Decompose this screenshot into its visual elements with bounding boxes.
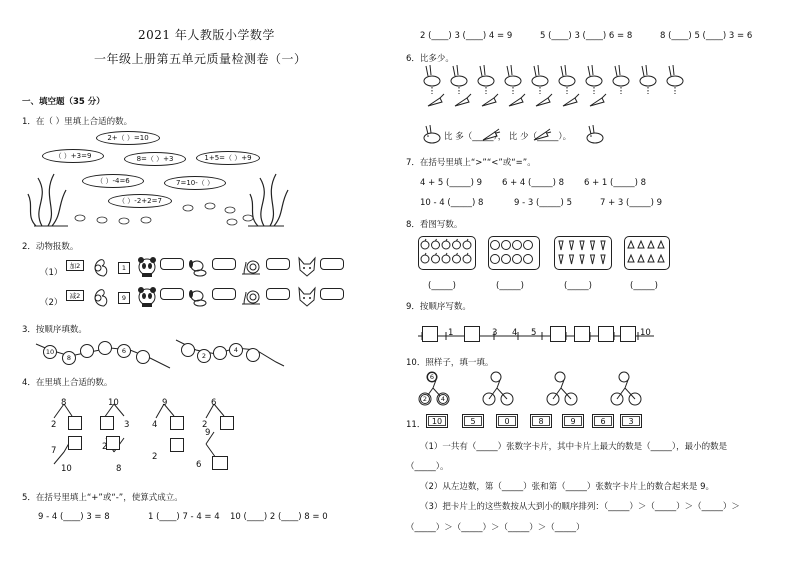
bike-top-number: 6 (427, 372, 437, 382)
q1-bubble: （ ）+3=9 (42, 149, 104, 163)
chain-bead: 10 (43, 345, 57, 359)
q10-prompt: 10．照样子，填一填。 (406, 358, 494, 368)
q9-answer-box[interactable] (422, 326, 438, 342)
q8-answer[interactable]: (_____) (428, 281, 456, 291)
q8-panel-carrots (554, 236, 612, 270)
q4-prompt: 4．在里填上合适的数。 (22, 378, 113, 388)
q1-bubble: （ ）-2+2=7 (108, 194, 172, 208)
apple-icon (421, 239, 429, 249)
chain-bead[interactable] (80, 344, 94, 358)
carrot-icon (591, 255, 595, 264)
tree-left: 4 (152, 420, 158, 430)
answer-bubble[interactable] (320, 288, 344, 300)
chain-bead: 2 (197, 349, 211, 363)
answer-bubble[interactable] (160, 258, 184, 270)
rabbit-icon (532, 65, 548, 94)
tree-top: 9 (205, 428, 211, 438)
tree-left: 7 (51, 446, 57, 456)
q8-panel-apples (418, 236, 476, 270)
cyclist-icon (611, 372, 641, 405)
q5-expr: 5 (____) 3 (____) 6 = 8 (540, 31, 633, 41)
q9-label: 5 (531, 328, 537, 338)
rabbit-icon (586, 65, 602, 94)
q5-expr: 2 (____) 3 (____) 4 = 9 (420, 31, 513, 41)
fox-icon (296, 286, 318, 308)
q10-bikes-icon (420, 370, 660, 410)
carrot-icon (590, 94, 606, 106)
peach-icon (502, 241, 511, 250)
carrot-icon (455, 94, 471, 106)
q5-prompt: 5．在括号里填上“+”或“-”，使算式成立。 (22, 493, 183, 503)
q2-row2-label: （2） (40, 298, 63, 308)
carrot-icon (601, 241, 605, 250)
tree-bottom: 10 (61, 464, 72, 474)
q9-label: 4 (512, 328, 518, 338)
q9-label: 10 (640, 328, 651, 338)
carrot-icon (559, 255, 563, 264)
tree-top: 10 (108, 398, 119, 408)
tree-left: 6 (196, 460, 202, 470)
q1-prompt: 1．在（ ）里填上合适的数。 (22, 117, 133, 127)
tree-answer-box[interactable] (68, 416, 82, 430)
apple-icon (421, 253, 429, 263)
q11-sub1: （1）一共有（_____）张数字卡片，其中卡片上最大的数是（_____），最小的数是 (420, 442, 728, 452)
rabbit-icon (613, 65, 629, 94)
carrot-icon (536, 94, 552, 106)
q7-prompt: 7．在括号里填上“>”“<”或“=”。 (406, 158, 536, 168)
q9-prompt: 9．按顺序写数。 (406, 302, 471, 312)
carrot-icon (482, 94, 498, 106)
answer-bubble[interactable] (212, 258, 236, 270)
answer-bubble[interactable] (266, 258, 290, 270)
tree-top: 6 (211, 398, 217, 408)
q2-row1-label: （1） (40, 268, 63, 278)
chain-bead: 8 (62, 351, 76, 365)
q5-expr: 8 (____) 5 (____) 3 = 6 (660, 31, 753, 41)
cyclist-icon (547, 372, 577, 405)
snail-icon (240, 256, 262, 278)
q7-expr: 10 - 4 (_____) 8 (420, 198, 484, 208)
section-heading: 一、填空题（35 分） (22, 97, 105, 107)
q1-bubble: 2+（ ）=10 (96, 131, 160, 145)
peach-icon (513, 255, 522, 264)
chain-bead[interactable] (136, 350, 150, 364)
q11-sub2: （2）从左边数，第（_____）张和第（_____）张数字卡片上的数合起来是 9。 (420, 482, 715, 492)
panda-icon (136, 256, 158, 278)
dog-icon (186, 256, 208, 278)
apple-icon (463, 239, 471, 249)
q8-panel-birds (624, 236, 670, 270)
q5-expr: 9 - 4 (____) 3 = 8 (38, 512, 110, 522)
tree-answer-box[interactable] (100, 416, 114, 430)
peach-icon (502, 255, 511, 264)
q9-answer-box[interactable] (598, 326, 614, 342)
q8-panel-peaches (488, 236, 540, 270)
cyclist-icon (483, 372, 513, 405)
q3-prompt: 3．按顺序填数。 (22, 325, 87, 335)
tree-left: 2 (202, 420, 208, 430)
carrot-icon (580, 241, 584, 250)
q1-bubble: （ ）-4=6 (82, 174, 144, 188)
q9-label: 3 (492, 328, 498, 338)
number-card: 0 (496, 414, 518, 428)
q7-expr: 6 + 1 (_____) 8 (584, 178, 647, 188)
carrot-icon (559, 241, 563, 250)
number-card: 3 (620, 414, 642, 428)
rabbit-icon (478, 65, 494, 94)
tree-left: 2 (102, 442, 108, 452)
panda-icon (136, 286, 158, 308)
bird-icon (658, 255, 664, 262)
q9-answer-box[interactable] (464, 326, 480, 342)
bird-icon (638, 255, 644, 262)
q9-answer-box[interactable] (550, 326, 566, 342)
number-card: 6 (592, 414, 614, 428)
bike-left-number: 2 (420, 394, 430, 404)
q8-answer[interactable]: (_____) (496, 281, 524, 291)
tree-answer-box[interactable] (68, 436, 82, 450)
apple-icon (432, 253, 440, 263)
q11-sub3: （3）把卡片上的这些数按从大到小的顺序排列：（_____）＞（_____）＞（_____）＞ (420, 502, 740, 512)
peach-icon (513, 241, 522, 250)
seaweed-left-icon (22, 168, 72, 228)
rabbit-icon (451, 65, 467, 94)
q2-row1-op: 加2 (66, 260, 84, 271)
carrot-icon (509, 94, 525, 106)
q9-label: 1 (448, 328, 454, 338)
tree-answer-box[interactable] (106, 436, 120, 450)
apple-icon (453, 253, 461, 263)
squirrel-icon (90, 286, 112, 308)
carrot-icon (563, 94, 579, 106)
carrot-icon (570, 241, 574, 250)
tree-top: 8 (61, 398, 67, 408)
answer-bubble[interactable] (266, 288, 290, 300)
q6-prompt: 6．比多少。 (406, 54, 454, 64)
rabbit-icon (667, 65, 683, 94)
q8-answer[interactable]: (_____) (564, 281, 592, 291)
q2-row2-start: 9 (118, 292, 130, 304)
bird-icon (628, 241, 634, 248)
number-card: 9 (562, 414, 584, 428)
bike-right-number: 4 (438, 394, 448, 404)
tree-left: 2 (51, 420, 57, 430)
bird-icon (658, 241, 664, 248)
q9-answer-box[interactable] (574, 326, 590, 342)
q1-bubble: 7=10-（ ） (164, 176, 226, 190)
peach-icon (524, 241, 533, 250)
chain-bead[interactable] (213, 346, 227, 360)
apple-icon (463, 253, 471, 263)
rabbit-icon (640, 65, 656, 94)
apple-icon (432, 239, 440, 249)
q1-bubble: 1+5=（ ）+9 (196, 151, 260, 165)
pebbles-icon (72, 196, 282, 226)
carrot-icon (591, 241, 595, 250)
q6-compare: 比 多（_____）， 比 少（_____）。 (444, 132, 572, 142)
q11-sub1b: （_____）。 (406, 462, 449, 472)
carrot-row-icon (422, 92, 622, 110)
carrot-icon (570, 255, 574, 264)
rabbit-icon (420, 124, 444, 144)
apple-icon (453, 239, 461, 249)
dog-icon (186, 286, 208, 308)
rabbit-icon (424, 65, 440, 94)
q2-prompt: 2．动物报数。 (22, 242, 79, 252)
tree-answer-box[interactable] (170, 438, 184, 452)
page-title: 2021 年人教版小学数学 (138, 28, 275, 42)
rabbit-icon (505, 65, 521, 94)
q7-expr: 4 + 5 (_____) 9 (420, 178, 483, 188)
tree-top: 9 (162, 398, 168, 408)
bird-icon (648, 241, 654, 248)
snail-icon (240, 286, 262, 308)
carrot-icon (428, 94, 444, 106)
q7-expr: 9 - 3 (_____) 5 (514, 198, 572, 208)
q11-sub3b: （_____）＞（_____）＞（_____）＞（_____） (406, 523, 585, 533)
chain-bead[interactable] (246, 348, 260, 362)
apple-icon (442, 239, 450, 249)
q9-answer-box[interactable] (620, 326, 636, 342)
chain-bead[interactable] (98, 341, 112, 355)
q7-expr: 7 + 3 (_____) 9 (600, 198, 663, 208)
q8-answer[interactable]: (_____) (630, 281, 658, 291)
number-card: 8 (530, 414, 552, 428)
q2-row1-start: 1 (118, 262, 130, 274)
q2-row2-op: 减2 (66, 290, 84, 301)
rabbit-icon (583, 124, 607, 144)
bird-icon (648, 255, 654, 262)
rabbit-icon (559, 65, 575, 94)
answer-bubble[interactable] (160, 288, 184, 300)
tree-answer-box[interactable] (220, 416, 234, 430)
fox-icon (296, 256, 318, 278)
bird-icon (638, 241, 644, 248)
tree-right: 3 (124, 420, 130, 430)
tree-left: 2 (152, 452, 158, 462)
number-card: 5 (462, 414, 484, 428)
q11-prompt: 11． (406, 420, 426, 430)
tree-answer-box[interactable] (212, 456, 228, 470)
apple-icon (442, 253, 450, 263)
q1-bubble: 8=（ ）+3 (124, 152, 186, 166)
page-subtitle: 一年级上册第五单元质量检测卷（一） (94, 52, 307, 66)
answer-bubble[interactable] (320, 258, 344, 270)
squirrel-icon (90, 256, 112, 278)
peach-icon (491, 255, 500, 264)
q8-prompt: 8．看图写数。 (406, 220, 463, 230)
tree-bottom: 8 (116, 464, 122, 474)
q7-expr: 6 + 4 (_____) 8 (502, 178, 565, 188)
q5-expr: 1 (____) 7 - 4 = 4 (148, 512, 220, 522)
tree-answer-box[interactable] (170, 416, 184, 430)
carrot-icon (601, 255, 605, 264)
chain-bead[interactable] (181, 343, 195, 357)
peach-icon (524, 255, 533, 264)
answer-bubble[interactable] (212, 288, 236, 300)
number-card: 10 (426, 414, 448, 428)
q5-expr: 10 (____) 2 (____) 8 = 0 (230, 512, 328, 522)
chain-bead: 4 (229, 343, 243, 357)
carrot-icon (580, 255, 584, 264)
chain-bead: 6 (117, 344, 131, 358)
peach-icon (491, 241, 500, 250)
bird-icon (628, 255, 634, 262)
